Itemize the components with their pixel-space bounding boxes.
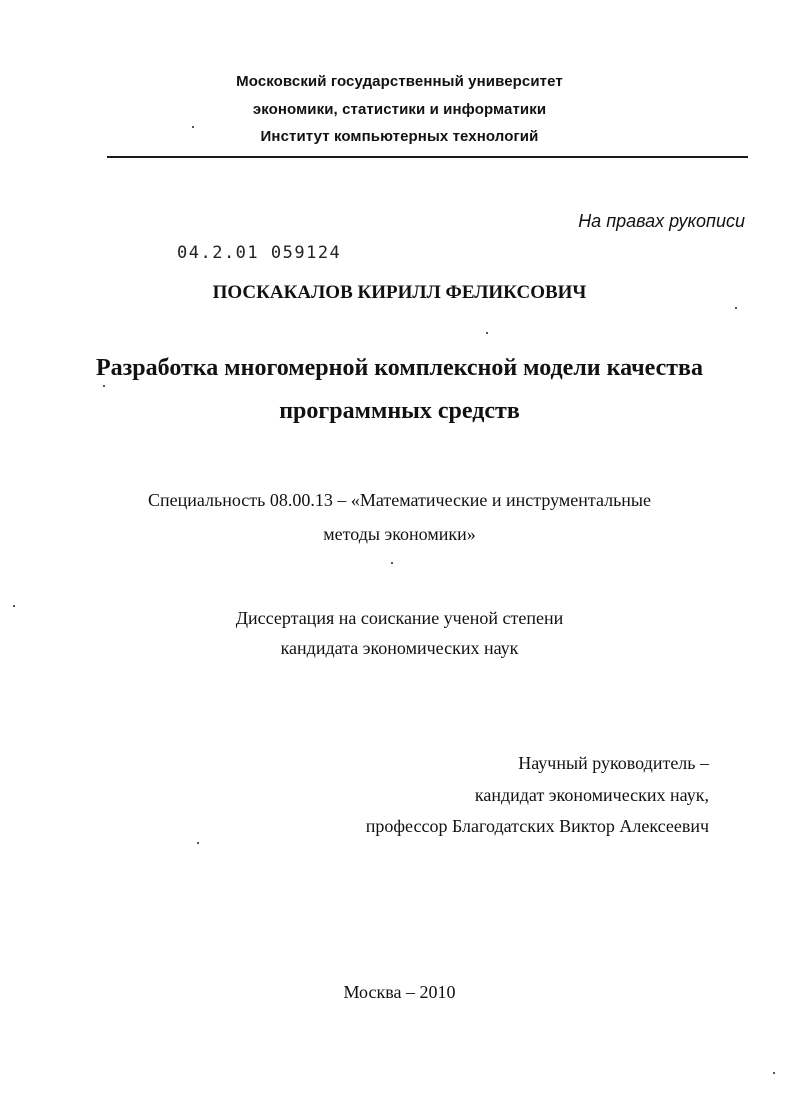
manuscript-note: На правах рукописи [578,211,745,231]
scan-speck [197,842,199,844]
scan-speck [103,385,105,387]
speciality-line2: методы экономики» [323,524,476,544]
scan-speck [735,307,737,309]
header-divider [107,156,748,158]
dissertation-line2: кандидата экономических наук [280,638,519,658]
speciality-line1: Специальность 08.00.13 – «Математические и инструментальные [147,490,652,510]
supervisor-degree: кандидат экономических наук, [474,785,709,805]
scan-speck [391,562,393,564]
university-name-line1: Московский государственный университет [236,73,563,90]
thesis-title-line1: Разработка многомерной комплексной модели качества [96,355,703,381]
scan-speck [773,1072,775,1074]
thesis-title-line2: программных средств [279,398,520,424]
supervisor-label: Научный руководитель – [518,753,709,773]
scan-speck [192,126,194,128]
scan-speck [486,332,488,334]
author-name: ПОСКАКАЛОВ КИРИЛЛ ФЕЛИКСОВИЧ [212,282,587,303]
institute-name: Институт компьютерных технологий [260,128,539,145]
place-year: Москва – 2010 [343,982,456,1002]
registration-stamp: 04.2.01 059124 [177,243,342,263]
dissertation-line1: Диссертация на соискание ученой степени [235,608,564,628]
supervisor-name: профессор Благодатских Виктор Алексеевич [365,816,709,836]
scan-speck [13,605,15,607]
university-name-line2: экономики, статистики и информатики [252,101,547,118]
